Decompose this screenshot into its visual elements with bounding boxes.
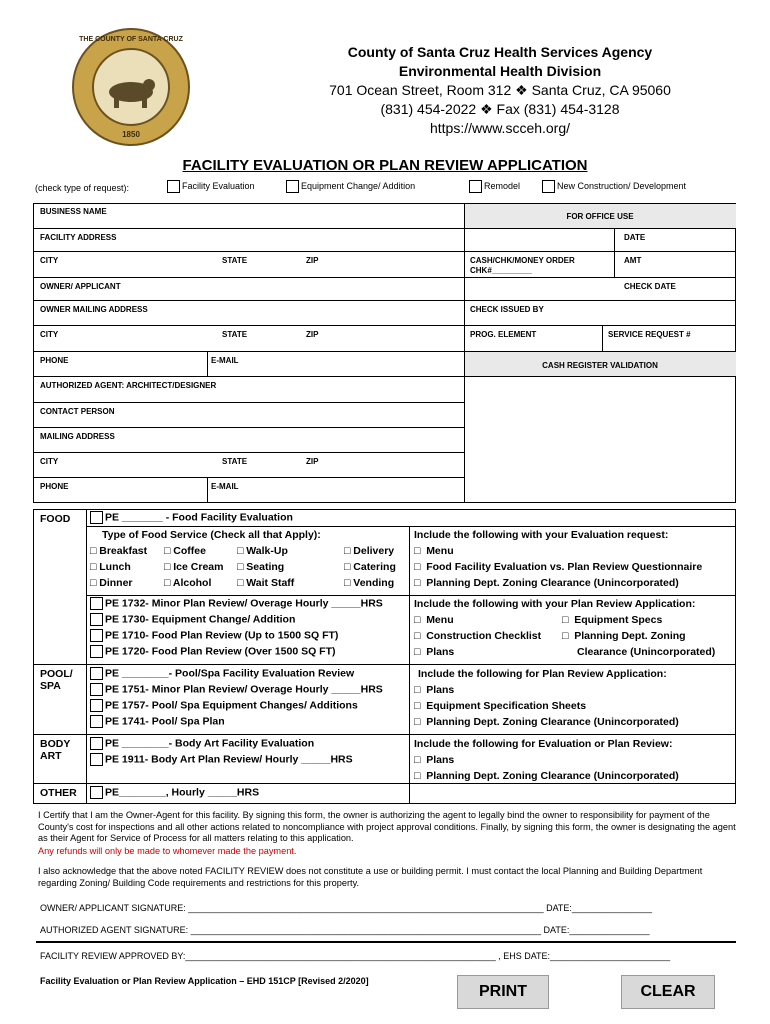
food-plan-inc: □ Menu (414, 614, 454, 626)
checkbox[interactable] (90, 786, 103, 799)
food-type-delivery[interactable]: □ Delivery (344, 545, 395, 557)
clear-button[interactable]: CLEAR (621, 975, 715, 1009)
certify-text: I Certify that I am the Owner-Agent for this facility. By signing this form, the owner is authorizing the agent to legally bind the owner to responsibility for payment of the County's cost for inspections and all other actions related to noncompliance with project approval conditions. Finally, by signing this form, the owner is designating the agent as their Agent for Service of Process for all matters relating to this application. (38, 810, 736, 843)
agency-url[interactable]: https://www.scceh.org/ (429, 120, 571, 136)
food-type-coffee[interactable]: □ Coffee (164, 545, 206, 557)
cash-label: CASH/CHK/MONEY ORDER (470, 256, 575, 265)
agency-header (240, 43, 760, 138)
body-art-inc: □ Planning Dept. Zoning Clearance (Unincorporated) (414, 770, 679, 782)
owner-zip-label[interactable]: ZIP (306, 330, 319, 339)
cash-register-validation: CASH REGISTER VALIDATION (542, 361, 658, 370)
food-type-icecream[interactable]: □ Ice Cream (164, 561, 224, 573)
bear-icon (94, 50, 168, 124)
owner-mailing-label[interactable]: OWNER MAILING ADDRESS (40, 305, 148, 314)
food-type-lunch[interactable]: □ Lunch (90, 561, 131, 573)
agency-address: 701 Ocean Street, Room 312 ❖ Santa Cruz, CA 95060 (329, 82, 671, 98)
checkbox[interactable] (90, 699, 103, 712)
approved-by-line[interactable]: FACILITY REVIEW APPROVED BY:______________________________________________________________ , EHS DATE:________________________ (40, 951, 671, 961)
contact-label[interactable]: CONTACT PERSON (40, 407, 115, 416)
body-art-label: BODY ART (40, 738, 71, 762)
form-footer: Facility Evaluation or Plan Review Application – EHD 151CP [Revised 2/2020] (40, 976, 369, 986)
business-name-label[interactable]: BUSINESS NAME (40, 207, 107, 216)
division-name: Environmental Health Division (398, 63, 602, 79)
food-type-seating[interactable]: □ Seating (237, 561, 285, 573)
checkbox[interactable] (90, 667, 103, 680)
food-plan-inc: □ Construction Checklist (414, 630, 542, 642)
checkbox[interactable] (90, 613, 103, 626)
seal-text: THE COUNTY OF SANTA CRUZ (79, 36, 183, 43)
agent-state-label[interactable]: STATE (222, 457, 248, 466)
office-date-label: DATE (624, 233, 646, 242)
checkbox[interactable] (90, 597, 103, 610)
checkbox[interactable] (90, 753, 103, 766)
city-label[interactable]: CITY (40, 256, 59, 265)
bear-emblem (92, 48, 170, 126)
checkbox[interactable] (90, 511, 103, 524)
checkbox[interactable] (90, 645, 103, 658)
seal-year: 1850 (122, 130, 140, 139)
email-label[interactable]: E-MAIL (211, 356, 239, 365)
food-type-vending[interactable]: □ Vending (344, 577, 395, 589)
request-remodel[interactable]: Remodel (469, 180, 520, 193)
food-eval-item: □ Planning Dept. Zoning Clearance (Unincorporated) (414, 577, 679, 589)
food-pe-evaluation[interactable]: PE _______ - Food Facility Evaluation (90, 511, 293, 524)
agent-email-label[interactable]: E-MAIL (211, 482, 239, 491)
food-plan-inc: Clearance (Unincorporated) (577, 646, 716, 658)
owner-state-label[interactable]: STATE (222, 330, 248, 339)
agent-signature-line[interactable]: AUTHORIZED AGENT SIGNATURE: ______________________________________________________________________ DATE:________________ (40, 925, 650, 935)
service-request-label: SERVICE REQUEST # (608, 330, 691, 339)
owner-signature-line[interactable]: OWNER/ APPLICANT SIGNATURE: _______________________________________________________________________ DATE:________________ (40, 903, 652, 913)
request-new-construction[interactable]: New Construction/ Development (542, 180, 686, 193)
checkbox[interactable] (90, 683, 103, 696)
food-plan-1732[interactable]: PE 1732- Minor Plan Review/ Overage Hourly _____HRS (90, 597, 383, 610)
food-type-dinner[interactable]: □ Dinner (90, 577, 133, 589)
print-button[interactable]: PRINT (457, 975, 549, 1009)
food-plan-inc: □ Plans (414, 646, 455, 658)
food-type-prompt: Type of Food Service (Check all that Apply): (102, 529, 321, 541)
office-use-title: FOR OFFICE USE (566, 212, 634, 221)
pool-inc: □ Planning Dept. Zoning Clearance (Unincorporated) (414, 716, 679, 728)
agency-phone: (831) 454-2022 ❖ Fax (831) 454-3128 (380, 101, 620, 117)
mailing-label[interactable]: MAILING ADDRESS (40, 432, 115, 441)
agent-zip-label[interactable]: ZIP (306, 457, 319, 466)
body-art-head: Include the following for Evaluation or Plan Review: (414, 738, 673, 750)
pool-item[interactable]: PE 1751- Minor Plan Review/ Overage Hourly _____HRS (90, 683, 383, 696)
checkbox[interactable] (167, 180, 180, 193)
facility-address-label[interactable]: FACILITY ADDRESS (40, 233, 117, 242)
food-plan-1710[interactable]: PE 1710- Food Plan Review (Up to 1500 SQ FT) (90, 629, 338, 642)
pool-inc: □ Plans (414, 684, 455, 696)
food-type-walkup[interactable]: □ Walk-Up (237, 545, 288, 557)
food-eval-item: □ Menu (414, 545, 454, 557)
checkbox[interactable] (542, 180, 555, 193)
food-type-alcohol[interactable]: □ Alcohol (164, 577, 212, 589)
check-issued-label: CHECK ISSUED BY (470, 305, 544, 314)
agent-city-label[interactable]: CITY (40, 457, 59, 466)
other-label: OTHER (40, 787, 77, 799)
acknowledge-text: I also acknowledge that the above noted FACILITY REVIEW does not constitute a use or building permit. I must contact the local Planning and Building Department regarding Zoning/ Building Code requirements and restrictions for this property. (38, 866, 703, 888)
other-item[interactable]: PE________, Hourly _____HRS (90, 786, 259, 799)
pool-label: POOL/ SPA (40, 668, 73, 692)
checkbox[interactable] (90, 715, 103, 728)
food-eval-head: Include the following with your Evaluation request: (414, 529, 669, 541)
applicant-info-form (33, 203, 736, 503)
food-plan-1730[interactable]: PE 1730- Equipment Change/ Addition (90, 613, 295, 626)
pool-inc: □ Equipment Specification Sheets (414, 700, 587, 712)
food-eval-item: □ Food Facility Evaluation vs. Plan Review Questionnaire (414, 561, 703, 573)
food-type-catering[interactable]: □ Catering (344, 561, 396, 573)
pool-item[interactable]: PE 1741- Pool/ Spa Plan (90, 715, 225, 728)
agent-phone-label[interactable]: PHONE (40, 482, 69, 491)
owner-city-label[interactable]: CITY (40, 330, 59, 339)
amt-label: AMT (624, 256, 642, 265)
food-type-waitstaff[interactable]: □ Wait Staff (237, 577, 295, 589)
food-plan-1720[interactable]: PE 1720- Food Plan Review (Over 1500 SQ FT) (90, 645, 336, 658)
service-sections (33, 509, 736, 804)
checkbox[interactable] (469, 180, 482, 193)
food-label: FOOD (40, 513, 71, 525)
phone-label[interactable]: PHONE (40, 356, 69, 365)
request-type-prompt: (check type of request): (35, 183, 130, 193)
state-label[interactable]: STATE (222, 256, 248, 265)
food-plan-inc: □ Equipment Specs (562, 614, 663, 626)
checkbox[interactable] (90, 737, 103, 750)
prog-element-label: PROG. ELEMENT (470, 330, 537, 339)
pool-head: Include the following for Plan Review Application: (418, 668, 667, 680)
check-date-label: CHECK DATE (624, 282, 676, 291)
county-seal (72, 28, 190, 146)
food-plan-inc: □ Planning Dept. Zoning (562, 630, 686, 642)
request-facility-evaluation[interactable]: Facility Evaluation (167, 180, 255, 193)
body-art-item[interactable]: PE 1911- Body Art Plan Review/ Hourly _____HRS (90, 753, 353, 766)
body-art-item[interactable]: PE ________- Body Art Facility Evaluation (90, 737, 314, 750)
chk-label: CHK#_________ (470, 266, 532, 275)
request-equipment-change[interactable]: Equipment Change/ Addition (286, 180, 415, 193)
body-art-inc: □ Plans (414, 754, 455, 766)
agent-label[interactable]: AUTHORIZED AGENT: ARCHITECT/DESIGNER (40, 381, 217, 390)
agency-name: County of Santa Cruz Health Services Agency (347, 44, 653, 60)
food-plan-head: Include the following with your Plan Review Application: (414, 598, 696, 610)
checkbox[interactable] (286, 180, 299, 193)
zip-label[interactable]: ZIP (306, 256, 319, 265)
owner-label[interactable]: OWNER/ APPLICANT (40, 282, 121, 291)
pool-item[interactable]: PE ________- Pool/Spa Facility Evaluation Review (90, 667, 354, 680)
checkbox[interactable] (90, 629, 103, 642)
refund-text: Any refunds will only be made to whomever made the payment. (38, 846, 297, 856)
form-title: FACILITY EVALUATION OR PLAN REVIEW APPLICATION (182, 157, 588, 174)
pool-item[interactable]: PE 1757- Pool/ Spa Equipment Changes/ Additions (90, 699, 358, 712)
food-type-breakfast[interactable]: □ Breakfast (90, 545, 148, 557)
